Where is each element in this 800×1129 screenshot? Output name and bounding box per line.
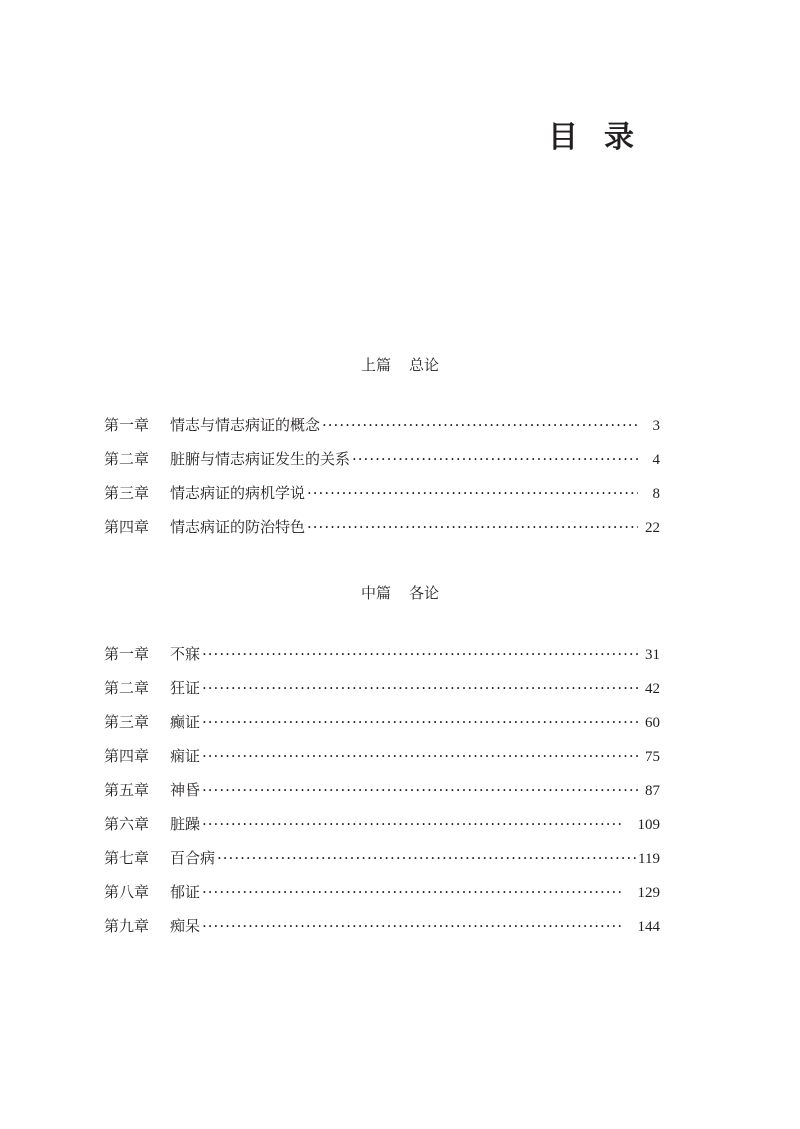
leader-dots [202, 747, 638, 765]
toc-entry[interactable] [104, 745, 660, 769]
page-number: 129 [637, 885, 660, 901]
leader-dots [217, 849, 638, 867]
chapter-title: 癫证 [170, 713, 201, 731]
toc-entry[interactable] [104, 813, 660, 837]
toc-entry[interactable] [104, 516, 660, 540]
leader-dots [202, 917, 621, 935]
toc-entry[interactable] [104, 448, 660, 472]
chapter-number: 第二章 [104, 679, 150, 697]
toc-entry[interactable] [104, 677, 660, 701]
toc-entry[interactable] [104, 643, 660, 667]
part-heading-suffix: 总论 [409, 356, 440, 374]
chapter-number: 第一章 [104, 416, 150, 434]
leader-dots [307, 518, 638, 536]
part-heading-general [0, 354, 800, 375]
chapter-number: 第四章 [104, 518, 150, 536]
chapter-number: 第五章 [104, 781, 150, 799]
chapter-title: 痴呆 [170, 917, 201, 935]
chapter-title: 郁证 [170, 883, 201, 901]
part-heading-prefix: 中篇 [360, 584, 391, 602]
chapter-number: 第三章 [104, 713, 150, 731]
chapter-title: 不寐 [170, 645, 201, 663]
chapter-number: 第二章 [104, 450, 150, 468]
leader-dots [322, 416, 638, 434]
chapter-number: 第四章 [104, 747, 150, 765]
toc-entry[interactable] [104, 847, 660, 871]
leader-dots [202, 679, 638, 697]
chapter-title: 情志与情志病证的概念 [170, 416, 321, 434]
toc-entry[interactable] [104, 711, 660, 735]
leader-dots [202, 883, 621, 901]
chapter-number: 第九章 [104, 917, 150, 935]
page-number: 22 [645, 520, 660, 536]
toc-entry[interactable] [104, 482, 660, 506]
page-number: 144 [637, 919, 660, 935]
page-number: 8 [652, 486, 660, 502]
page-number: 60 [645, 715, 660, 731]
leader-dots [202, 645, 638, 663]
page-number: 3 [652, 418, 660, 434]
toc-entry[interactable] [104, 915, 660, 939]
leader-dots [307, 484, 638, 502]
page-number: 75 [645, 749, 660, 765]
toc-entry[interactable] [104, 779, 660, 803]
part-heading-suffix: 各论 [409, 584, 440, 602]
chapter-title: 百合病 [170, 849, 216, 867]
page-title [548, 112, 660, 156]
leader-dots [202, 713, 638, 731]
part-heading-specific [0, 582, 800, 603]
leader-dots [202, 815, 621, 833]
page-number: 109 [637, 817, 660, 833]
chapter-title: 痫证 [170, 747, 201, 765]
chapter-title: 情志病证的防治特色 [170, 518, 306, 536]
leader-dots [202, 781, 638, 799]
page-title-char-1: 目 [548, 120, 604, 155]
chapter-title: 狂证 [170, 679, 201, 697]
leader-dots [352, 450, 638, 468]
page-number: 119 [638, 851, 660, 867]
chapter-number: 第七章 [104, 849, 150, 867]
chapter-number: 第三章 [104, 484, 150, 502]
page-number: 31 [645, 647, 660, 663]
chapter-title: 脏腑与情志病证发生的关系 [170, 450, 351, 468]
chapter-number: 第六章 [104, 815, 150, 833]
chapter-title: 神昏 [170, 781, 201, 799]
toc-entry[interactable] [104, 881, 660, 905]
toc-entry[interactable] [104, 414, 660, 438]
part-heading-prefix: 上篇 [360, 356, 391, 374]
chapter-title: 情志病证的病机学说 [170, 484, 306, 502]
chapter-number: 第八章 [104, 883, 150, 901]
page-title-char-2: 录 [604, 120, 660, 155]
page-number: 87 [645, 783, 660, 799]
page-number: 42 [645, 681, 660, 697]
chapter-number: 第一章 [104, 645, 150, 663]
chapter-title: 脏躁 [170, 815, 201, 833]
page-number: 4 [652, 452, 660, 468]
